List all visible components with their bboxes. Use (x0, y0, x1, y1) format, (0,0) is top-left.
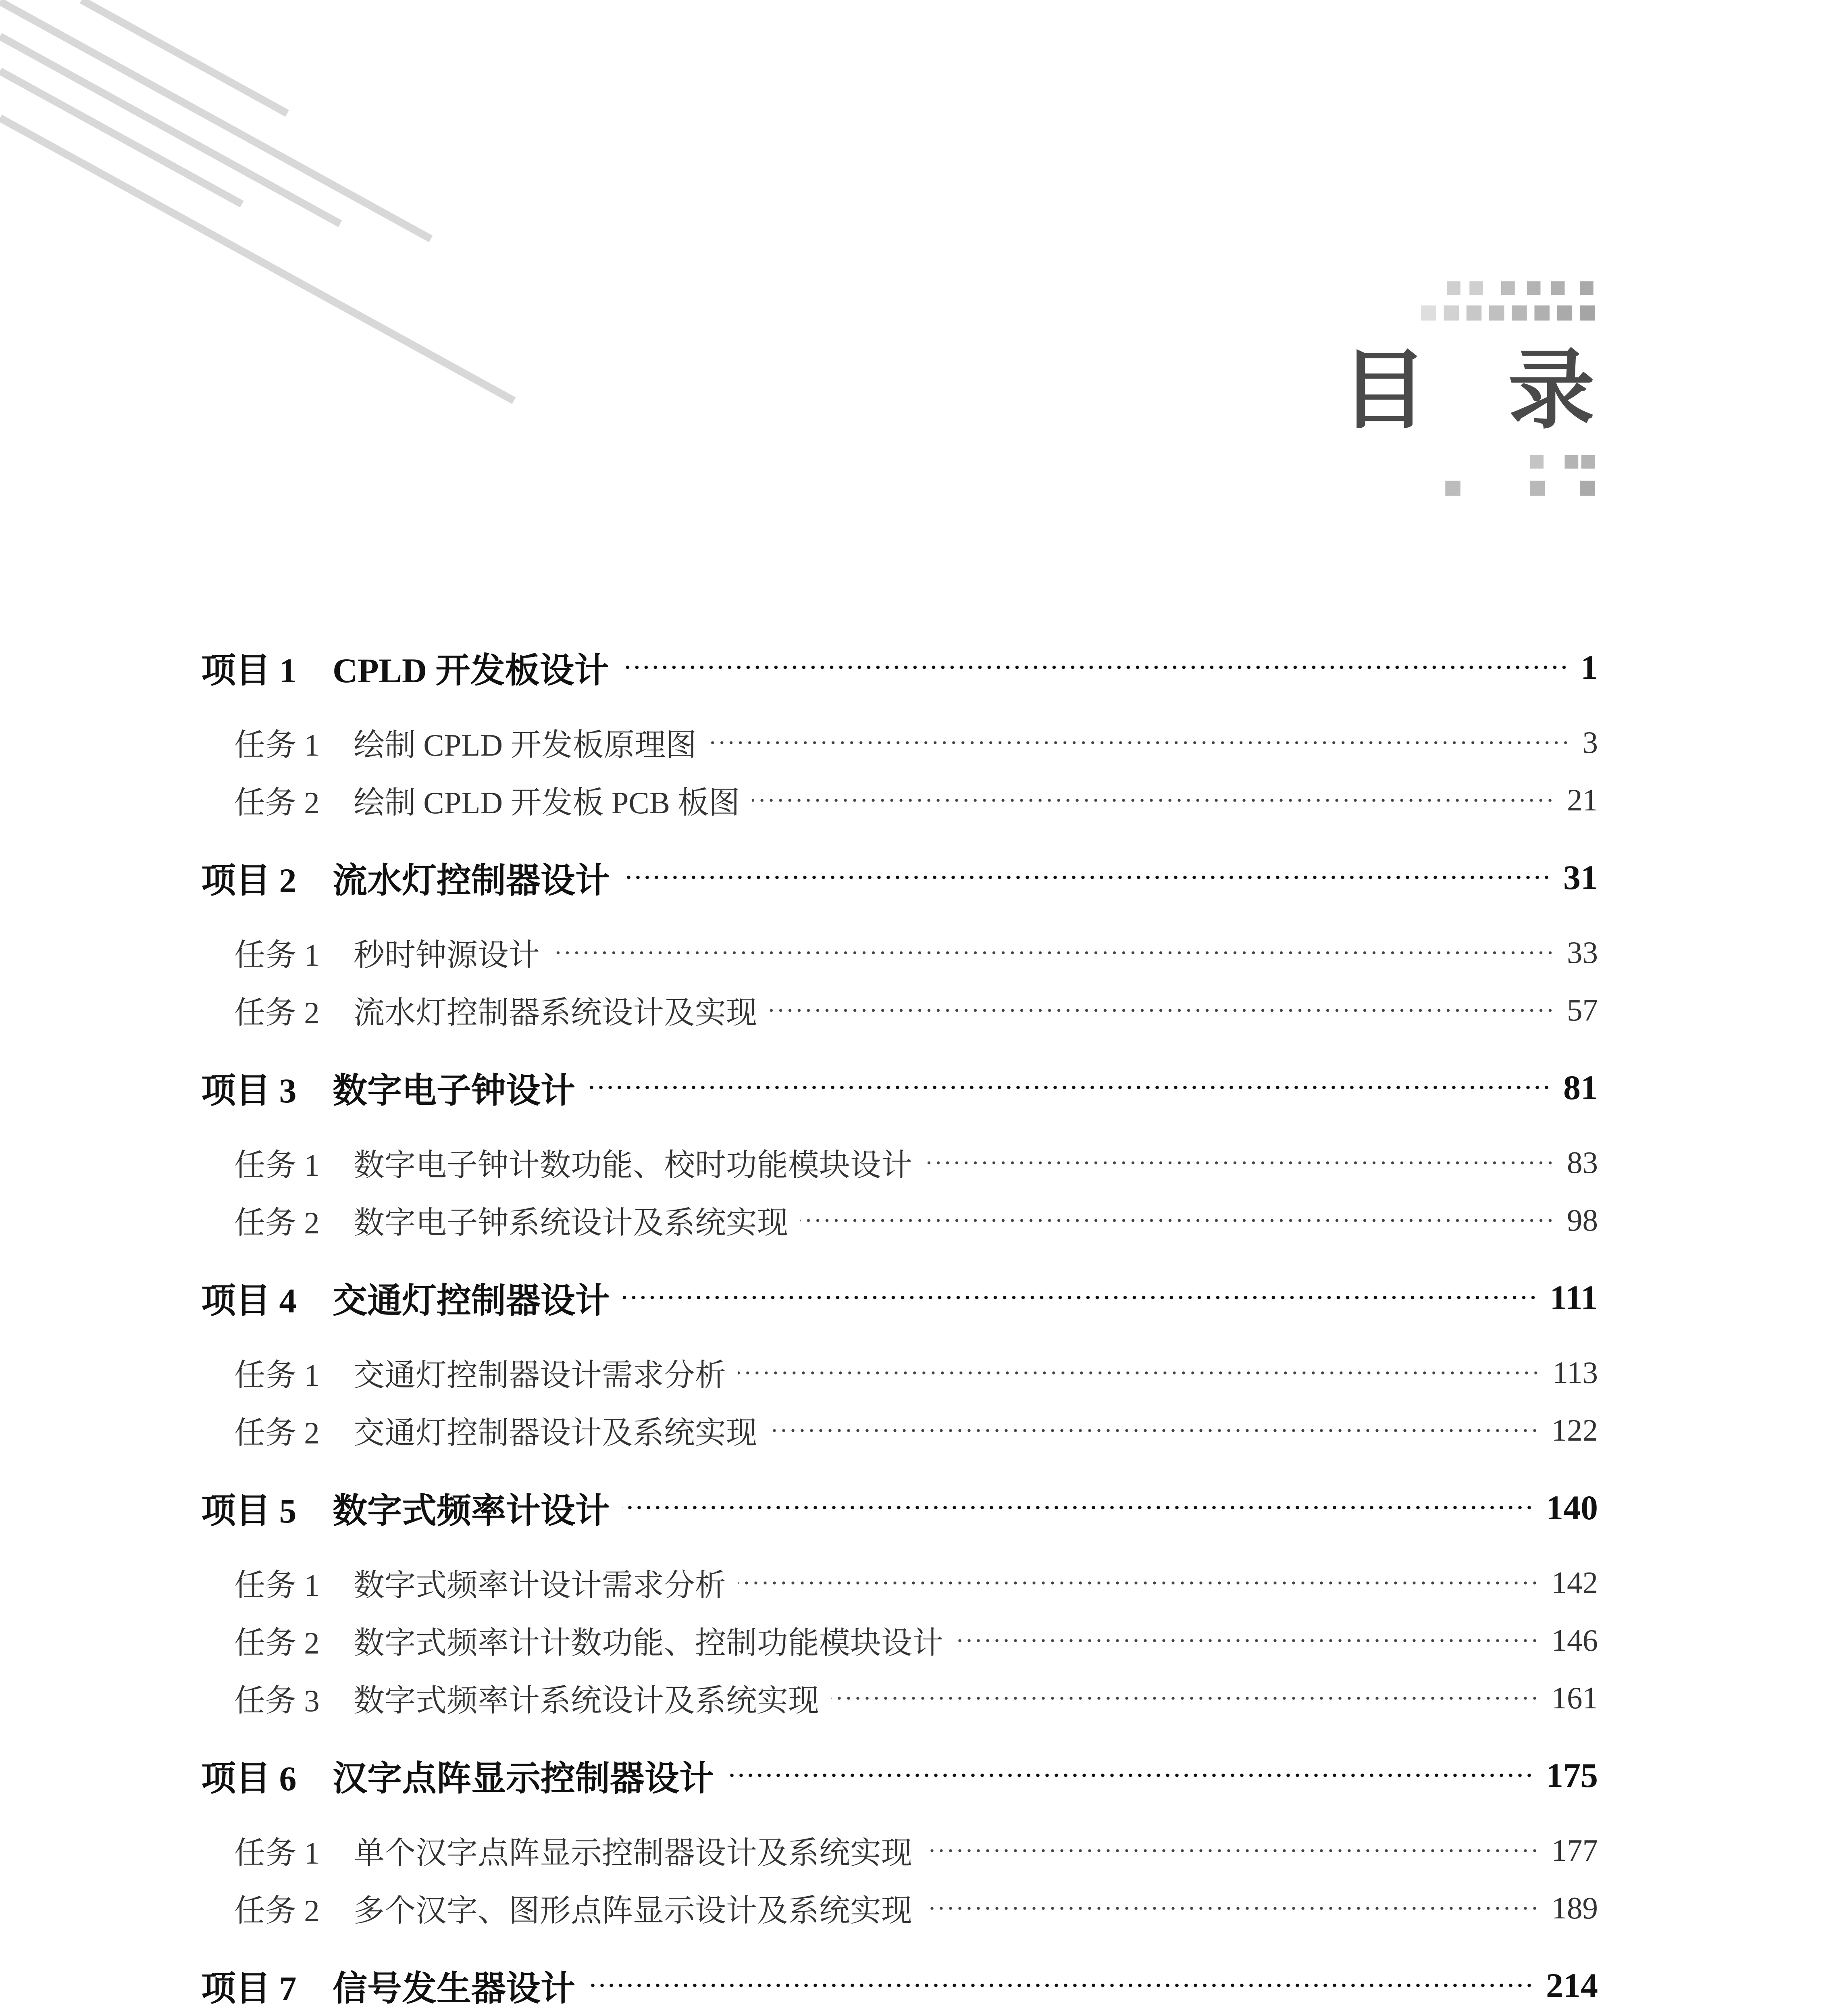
page-number: 57 (1567, 993, 1598, 1027)
toc-project-entry (201, 638, 1598, 696)
project-number-label: 项目 4 (201, 1281, 297, 1320)
dot-leader (622, 1505, 1534, 1510)
dot-leader (587, 1085, 1551, 1090)
dot-leader (709, 740, 1570, 746)
toc-task-entry (201, 1822, 1598, 1879)
project-title: 信号发生器设计 (333, 1969, 575, 2008)
dot-leader (622, 1295, 1537, 1300)
task-number-label: 任务 1 (234, 1836, 320, 1870)
toc-task-entry (201, 771, 1598, 829)
page-title: 目 录 (1341, 342, 1595, 439)
dot-leader (552, 950, 1555, 956)
toc-task-entry (201, 1554, 1598, 1612)
toc-task-entry (201, 1879, 1598, 1937)
dot-leader (924, 1906, 1540, 1911)
project-number-label: 项目 1 (201, 651, 297, 690)
project-number-label: 项目 6 (201, 1759, 297, 1798)
dot-leader (738, 1370, 1540, 1376)
toc-project-group (201, 848, 1598, 1039)
project-title: 数字式频率计设计 (333, 1491, 610, 1530)
task-number-label: 任务 1 (234, 1568, 320, 1603)
toc-task-entry (201, 1134, 1598, 1191)
task-number-label: 任务 2 (234, 1416, 320, 1450)
task-title: 交通灯控制器设计及系统实现 (354, 1416, 757, 1450)
task-title: 绘制 CPLD 开发板 PCB 板图 (354, 785, 740, 820)
dot-leader (924, 1160, 1555, 1166)
dot-leader (726, 1772, 1534, 1778)
toc-task-entry (201, 924, 1598, 981)
page-number: 21 (1567, 783, 1598, 817)
page-number: 146 (1551, 1623, 1598, 1658)
task-title: 数字电子钟计数功能、校时功能模块设计 (354, 1148, 912, 1183)
toc-task-entry (201, 1612, 1598, 1669)
project-title: 流水灯控制器设计 (333, 861, 610, 900)
project-title: 数字电子钟设计 (333, 1071, 575, 1110)
task-title: 数字式频率计计数功能、控制功能模块设计 (354, 1626, 943, 1660)
project-title: CPLD 开发板设计 (333, 651, 609, 690)
task-title: 数字电子钟系统设计及系统实现 (354, 1206, 788, 1240)
task-title: 单个汉字点阵显示控制器设计及系统实现 (354, 1836, 912, 1870)
decorative-diagonal-lines (0, 0, 544, 423)
project-number-label: 项目 5 (201, 1491, 297, 1530)
dot-leader (621, 664, 1569, 670)
page-number: 177 (1551, 1833, 1598, 1868)
toc-task-entry (201, 981, 1598, 1039)
project-number-label: 项目 3 (201, 1071, 297, 1110)
page-number: 81 (1563, 1068, 1598, 1107)
toc-project-entry (201, 1956, 1598, 2014)
page-number: 214 (1546, 1966, 1598, 2005)
dot-leader (738, 1580, 1540, 1586)
page-number: 122 (1551, 1413, 1598, 1447)
toc-project-entry (201, 1058, 1598, 1116)
toc-task-entry (201, 1344, 1598, 1402)
dot-leader (587, 1983, 1534, 1988)
project-title: 交通灯控制器设计 (333, 1281, 610, 1320)
task-title: 多个汉字、图形点阵显示设计及系统实现 (354, 1893, 912, 1928)
task-number-label: 任务 2 (234, 996, 320, 1030)
page-number: 83 (1567, 1145, 1598, 1180)
toc-task-entry (201, 1402, 1598, 1459)
dot-leader (769, 1008, 1555, 1013)
page-number: 98 (1567, 1203, 1598, 1237)
page-number: 142 (1551, 1565, 1598, 1600)
page-number: 1 (1581, 648, 1598, 687)
project-number-label: 项目 7 (201, 1969, 297, 2008)
task-number-label: 任务 1 (234, 938, 320, 973)
project-number-label: 项目 2 (201, 861, 297, 900)
project-title: 汉字点阵显示控制器设计 (333, 1759, 714, 1798)
page-number: 3 (1582, 725, 1598, 760)
toc-project-group (201, 1746, 1598, 1937)
task-title: 数字式频率计系统设计及系统实现 (354, 1683, 819, 1718)
dot-leader (924, 1848, 1540, 1854)
toc-project-entry (201, 848, 1598, 906)
task-number-label: 任务 1 (234, 1358, 320, 1393)
toc-project-group (201, 1268, 1598, 1459)
table-of-contents (201, 638, 1598, 2016)
toc-task-entry (201, 714, 1598, 771)
task-number-label: 任务 2 (234, 1626, 320, 1660)
toc-project-entry (201, 1746, 1598, 1804)
task-title: 数字式频率计设计需求分析 (354, 1568, 726, 1603)
page-number: 161 (1551, 1681, 1598, 1715)
task-title: 交通灯控制器设计需求分析 (354, 1358, 726, 1393)
dot-leader (831, 1695, 1540, 1701)
toc-project-group (201, 638, 1598, 829)
task-title: 秒时钟源设计 (354, 938, 540, 973)
task-number-label: 任务 2 (234, 785, 320, 820)
toc-task-entry (201, 1191, 1598, 1249)
page-number: 175 (1546, 1756, 1598, 1795)
task-number-label: 任务 2 (234, 1206, 320, 1240)
toc-project-entry (201, 1268, 1598, 1326)
task-title: 绘制 CPLD 开发板原理图 (354, 728, 697, 762)
dot-leader (622, 875, 1551, 880)
page-number: 33 (1567, 935, 1598, 970)
dot-leader (752, 798, 1555, 803)
toc-task-entry (201, 1669, 1598, 1727)
page-number: 113 (1552, 1355, 1598, 1390)
toc-project-group (201, 1956, 1598, 2016)
task-title: 流水灯控制器系统设计及实现 (354, 996, 757, 1030)
task-number-label: 任务 1 (234, 1148, 320, 1183)
task-number-label: 任务 3 (234, 1683, 320, 1718)
task-number-label: 任务 1 (234, 728, 320, 762)
page-number: 111 (1550, 1278, 1598, 1317)
page-number: 140 (1546, 1488, 1598, 1527)
page-number: 189 (1551, 1891, 1598, 1925)
toc-project-group (201, 1479, 1598, 1727)
page-number: 31 (1563, 858, 1598, 897)
dot-leader (769, 1428, 1540, 1433)
toc-project-group (201, 1058, 1598, 1249)
dot-leader (955, 1638, 1540, 1643)
task-number-label: 任务 2 (234, 1893, 320, 1928)
toc-project-entry (201, 1479, 1598, 1536)
dot-leader (800, 1218, 1555, 1223)
